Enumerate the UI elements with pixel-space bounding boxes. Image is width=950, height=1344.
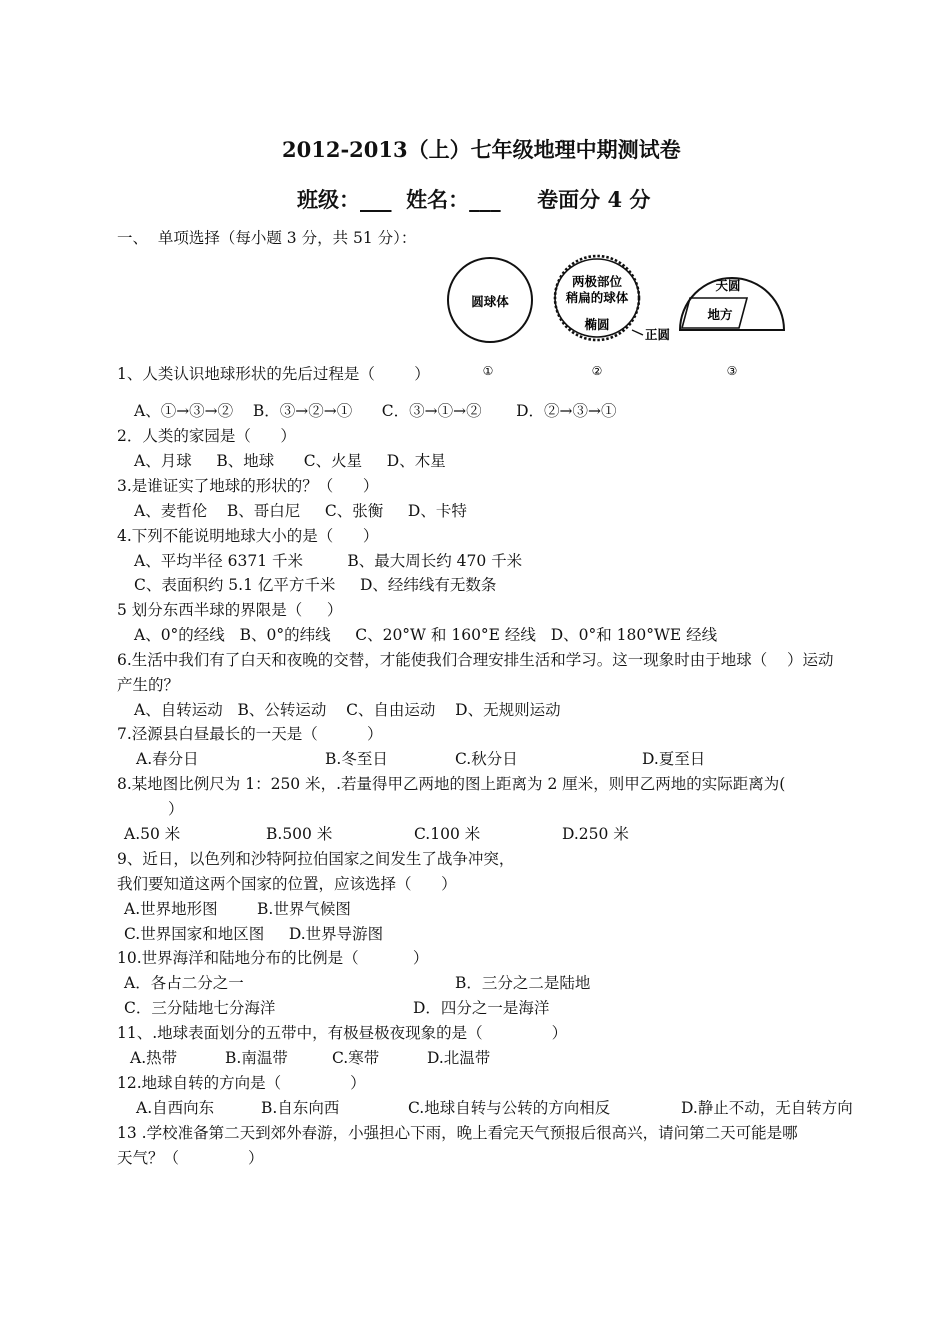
question-10-option-d: D．四分之一是海洋 bbox=[413, 999, 550, 1017]
question-8-line-1: 8.某地图比例尺为 1：250 米，.若量得甲乙两地的图上距离为 2 厘米，则甲乙两地的实际距离为( bbox=[117, 775, 786, 793]
question-12-option-d: D.静止不动，无自转方向 bbox=[681, 1099, 853, 1117]
question-10-option-c: C．三分陆地七分海洋 bbox=[124, 999, 276, 1017]
question-1: 1、人类认识地球形状的先后过程是（ ） bbox=[117, 365, 430, 383]
question-3-options: A、麦哲伦 B、哥白尼 C、张衡 D、卡特 bbox=[134, 502, 467, 520]
figure-label-2c: 椭圆 bbox=[584, 317, 610, 332]
question-9-options-2: C.世界国家和地区图 D.世界导游图 bbox=[124, 925, 384, 943]
question-6-options: A、自转运动 B、公转运动 C、自由运动 D、无规则运动 bbox=[134, 701, 561, 719]
earth-shape-figure bbox=[440, 248, 795, 383]
question-11-option-d: D.北温带 bbox=[427, 1049, 491, 1067]
question-1-options: A、①→③→② B．③→②→① C．③→①→② D．②→③→① bbox=[134, 402, 617, 420]
question-11-option-c: C.寒带 bbox=[332, 1049, 380, 1067]
question-13-line-1: 13 .学校准备第二天到郊外春游，小强担心下雨，晚上看完天气预报后很高兴，请问第二天可能是哪 bbox=[117, 1124, 798, 1142]
question-2: 2．人类的家园是（ ） bbox=[117, 427, 296, 445]
question-11: 11、.地球表面划分的五带中，有极昼极夜现象的是（ ） bbox=[117, 1024, 568, 1042]
question-8-option-c: C.100 米 bbox=[414, 825, 481, 843]
question-2-options: A、月球 B、地球 C、火星 D、木星 bbox=[134, 452, 446, 470]
question-7-option-a: A.春分日 bbox=[136, 750, 199, 768]
question-12: 12.地球自转的方向是（ ） bbox=[117, 1074, 366, 1092]
question-8-option-d: D.250 米 bbox=[562, 825, 629, 843]
question-9-line-1: 9、近日，以色列和沙特阿拉伯国家之间发生了战争冲突， bbox=[117, 850, 515, 868]
question-12-option-c: C.地球自转与公转的方向相反 bbox=[408, 1099, 611, 1117]
question-10: 10.世界海洋和陆地分布的比例是（ ） bbox=[117, 949, 429, 967]
question-8-option-b: B.500 米 bbox=[266, 825, 333, 843]
question-11-option-b: B.南温带 bbox=[225, 1049, 288, 1067]
question-7-option-b: B.冬至日 bbox=[325, 750, 388, 768]
student-info-line: 班级：___ 姓名：___ 卷面分 4 分 bbox=[297, 187, 651, 212]
figure-label-2d: 正圆 bbox=[645, 327, 671, 342]
question-10-option-b: B．三分之二是陆地 bbox=[455, 974, 591, 992]
question-7: 7.泾源县白昼最长的一天是（ ） bbox=[117, 725, 383, 743]
figure-num-3: ③ bbox=[726, 364, 738, 378]
question-10-option-a: A．各占二分之一 bbox=[124, 974, 244, 992]
section-heading: 一、 单项选择（每小题 3 分，共 51 分）： bbox=[117, 229, 417, 247]
question-4: 4.下列不能说明地球大小的是（ ） bbox=[117, 527, 379, 545]
figure-label-3b: 地方 bbox=[707, 307, 733, 322]
question-5: 5 划分东西半球的界限是（ ） bbox=[117, 601, 343, 619]
question-8-option-a: A.50 米 bbox=[124, 825, 181, 843]
figure-label-2b: 稍扁的球体 bbox=[565, 290, 629, 305]
question-5-options: A、0°的经线 B、0°的纬线 C、20°W 和 160°E 经线 D、0°和 180°WE 经线 bbox=[134, 626, 718, 644]
question-3: 3.是谁证实了地球的形状的？（ ） bbox=[117, 477, 379, 495]
figure-num-1: ① bbox=[482, 364, 494, 378]
figure-label-1: 圆球体 bbox=[471, 294, 509, 309]
figure-num-2: ② bbox=[591, 364, 603, 378]
question-9-options-1: A.世界地形图 B.世界气候图 bbox=[124, 900, 351, 918]
figure-label-3a: 天圆 bbox=[715, 278, 741, 293]
question-11-option-a: A.热带 bbox=[130, 1049, 178, 1067]
figure-label-2a: 两极部位 bbox=[571, 274, 623, 289]
question-12-option-a: A.自西向东 bbox=[136, 1099, 215, 1117]
question-6-line-1: 6.生活中我们有了白天和夜晚的交替，才能使我们合理安排生活和学习。这一现象时由于地球（ ）运动 bbox=[117, 651, 834, 669]
question-12-option-b: B.自东向西 bbox=[261, 1099, 340, 1117]
question-13-line-2: 天气？（ ） bbox=[117, 1149, 264, 1167]
question-4-options-1: A、平均半径 6371 千米 B、最大周长约 470 千米 bbox=[134, 552, 523, 570]
question-7-option-c: C.秋分日 bbox=[455, 750, 518, 768]
question-7-option-d: D.夏至日 bbox=[642, 750, 706, 768]
question-4-options-2: C、表面积约 5.1 亿平方千米 D、经纬线有无数条 bbox=[134, 576, 497, 594]
question-8-line-2: ） bbox=[168, 800, 184, 818]
question-9-line-2: 我们要知道这两个国家的位置，应该选择（ ） bbox=[117, 875, 457, 893]
question-6-line-2: 产生的？ bbox=[117, 676, 180, 694]
page-title: 2012-2013（上）七年级地理中期测试卷 bbox=[282, 137, 681, 162]
pointer-line bbox=[632, 330, 643, 335]
